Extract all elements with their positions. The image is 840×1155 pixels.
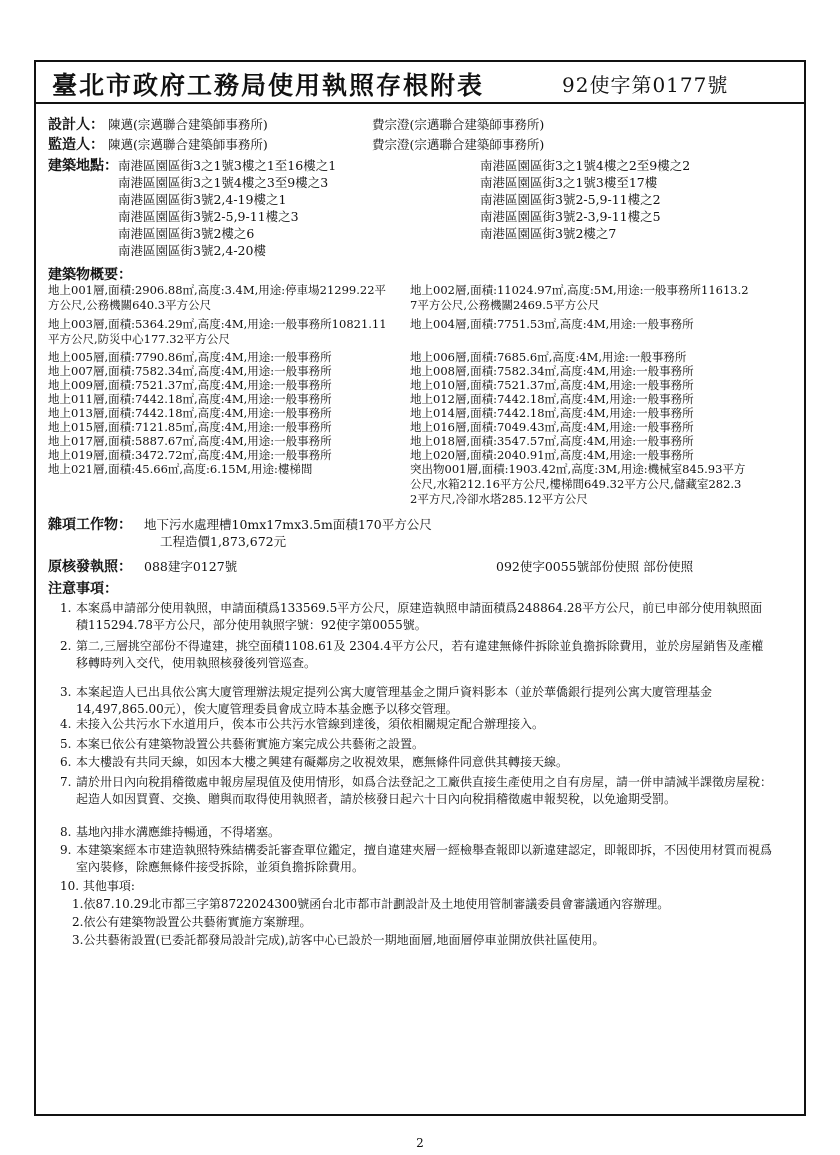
overview-protrusion-line-2: 公尺,水箱212.16平方公尺,樓梯間649.32平方公尺,儲藏室282.3 — [410, 477, 742, 491]
permit-number: 92使字第0177號 — [562, 73, 729, 97]
notes-label: 注意事項： — [48, 581, 118, 597]
original-license-label: 原核發執照： — [48, 559, 132, 575]
note-item-4: 4. 未接入公共污水下水道用戶，俟本市公共污水管線到達後，須依相關規定配合辦理接入。 — [60, 717, 545, 731]
misc-line-1: 地下污水處理槽10mx17mx3.5m面積170平方公尺 — [144, 517, 432, 532]
other-item-1: 1.依87.10.29北市都三字第8722024300號函台北市都市計劃設計及土地使用管制審議委員會審議通內容辦理。 — [72, 897, 670, 911]
site-address-right-4: 南港區園區街3號2-3,9-11樓之5 — [480, 209, 661, 224]
note-item-3: 3. 本案起造人已出具依公寓大廈管理辦法規定提列公寓大廈管理基金之開戶資料影本（並於華僑銀行提列公寓大廈管理基金14,497,865.00元），俟大廈管理委員會成立時本基金應予以移交管理。 — [60, 685, 713, 716]
document-title: 臺北市政府工務局使用執照存根附表 — [52, 71, 485, 100]
overview-floor-left-7: 地上017層,面積:5887.67㎡,高度:4M,用途:一般事務所 — [48, 434, 332, 448]
note-item-2: 2. 第二,三層挑空部份不得違建，挑空面積1108.61及 2304.4平方公尺，若有違建無條件拆除並負擔拆除費用，並於房屋銷售及產權移轉時列入交代，使用執照核發後列管巡查。 — [60, 639, 764, 670]
overview-floor-left-3: 地上009層,面積:7521.37㎡,高度:4M,用途:一般事務所 — [48, 378, 332, 392]
note-item-9: 9. 本建築案經本市建造執照特殊結構委託審查單位鑑定，擅自違建夾層一經檢舉查報即以新違建認定，即報即拆，不因使用材質而視爲室內裝修，除應無條件接受拆除，並須負擔拆除費用。 — [60, 843, 773, 874]
note-item-6: 6. 本大樓設有共同天線，如因本大樓之興建有礙鄰房之收視效果，應無條件同意供其轉接天線。 — [60, 755, 569, 769]
supervisor-label: 監造人： — [48, 137, 104, 153]
overview-floor-right-6: 地上016層,面積:7049.43㎡,高度:4M,用途:一般事務所 — [410, 420, 694, 434]
page-number: 2 — [416, 1136, 424, 1150]
site-address-right-5: 南港區園區街3號2樓之7 — [480, 226, 617, 241]
designer-value-1: 陳邁(宗邁聯合建築師事務所) — [107, 117, 268, 132]
supervisor-value-2: 費宗澄(宗邁聯合建築師事務所) — [372, 137, 545, 152]
designer-value-2: 費宗澄(宗邁聯合建築師事務所) — [372, 117, 545, 132]
overview-floor-right-5: 地上014層,面積:7442.18㎡,高度:4M,用途:一般事務所 — [410, 406, 694, 420]
overview-floor-right-8: 地上020層,面積:2040.91㎡,高度:4M,用途:一般事務所 — [410, 448, 694, 462]
overview-floor-left-2: 地上007層,面積:7582.34㎡,高度:4M,用途:一般事務所 — [48, 364, 332, 378]
misc-label: 雜項工作物： — [48, 517, 132, 533]
overview-protrusion-line-3: 2平方尺,冷卻水塔285.12平方公尺 — [410, 492, 588, 506]
overview-floor-left-6: 地上015層,面積:7121.85㎡,高度:4M,用途:一般事務所 — [48, 420, 332, 434]
note-item-10 — [60, 878, 135, 895]
overview-floor-4-line-1: 地上004層,面積:7751.53㎡,高度:4M,用途:一般事務所 — [410, 317, 694, 331]
overview-floor-2-line-1: 地上002層,面積:11024.97㎡,高度:5M,用途:一般事務所11613.2 — [410, 283, 749, 297]
overview-floor-right-3: 地上010層,面積:7521.37㎡,高度:4M,用途:一般事務所 — [410, 378, 694, 392]
supervisor-value-1: 陳邁(宗邁聯合建築師事務所) — [107, 137, 268, 152]
overview-floor-left-5: 地上013層,面積:7442.18㎡,高度:4M,用途:一般事務所 — [48, 406, 332, 420]
overview-floor-right-7: 地上018層,面積:3547.57㎡,高度:4M,用途:一般事務所 — [410, 434, 694, 448]
site-address-right-2: 南港區園區街3之1號3樓至17樓 — [480, 175, 658, 190]
overview-floor-3-line-1: 地上003層,面積:5364.29㎡,高度:4M,用途:一般事務所10821.11 — [48, 317, 387, 331]
overview-floor-1-line-1: 地上001層,面積:2906.88㎡,高度:3.4M,用途:停車場21299.22平 — [48, 283, 387, 297]
site-address-left-5: 南港區園區街3號2樓之6 — [118, 226, 255, 241]
note-item-8: 8. 基地內排水溝應維持暢通，不得堵塞。 — [60, 825, 281, 839]
misc-line-2: 工程造價1,873,672元 — [160, 534, 287, 549]
note-item-5: 5. 本案已依公有建築物設置公共藝術實施方案完成公共藝術之設置。 — [60, 737, 425, 751]
designer-label: 設計人： — [48, 117, 104, 133]
overview-floor-1-line-2: 方公尺,公務機關640.3平方公尺 — [48, 298, 212, 312]
site-address-left-1: 南港區園區街3之1號3樓之1至16樓之1 — [118, 158, 337, 173]
note-item-1: 1. 本案爲申請部分使用執照，申請面積爲133569.5平方公尺，原建造執照申請面積爲248864.28平方公尺，前已申部分使用執照面積115294.78平方公尺，部分使用執照字號：92使字第0055號。 — [60, 601, 763, 632]
designer-row — [48, 116, 268, 134]
overview-floor-right-4: 地上012層,面積:7442.18㎡,高度:4M,用途:一般事務所 — [410, 392, 694, 406]
other-item-3: 3.公共藝術設置(已委託都發局設計完成),訪客中心已設於一期地面層,地面層停車並開放供社區使用。 — [72, 933, 605, 947]
site-label: 建築地點： — [48, 158, 118, 174]
note-item-10-number: 10. — [60, 879, 80, 893]
overview-floor-2-line-2: 7平方公尺,公務機關2469.5平方公尺 — [410, 298, 600, 312]
site-address-right-1: 南港區園區街3之1號4樓之2至9樓之2 — [480, 158, 691, 173]
overview-floor-left-4: 地上011層,面積:7442.18㎡,高度:4M,用途:一般事務所 — [48, 392, 332, 406]
original-license-value: 088建字0127號 — [144, 559, 238, 574]
overview-floor-3-line-2: 平方公尺,防災中心177.32平方公尺 — [48, 332, 230, 346]
other-item-2: 2.依公有建築物設置公共藝術實施方案辦理。 — [72, 915, 312, 929]
note-item-10-label: 其他事項: — [82, 879, 135, 893]
overview-floor-left-8: 地上019層,面積:3472.72㎡,高度:4M,用途:一般事務所 — [48, 448, 332, 462]
site-address-left-4: 南港區園區街3號2-5,9-11樓之3 — [118, 209, 299, 224]
overview-protrusion-line-1: 突出物001層,面積:1903.42㎡,高度:3M,用途:機械室845.93平方 — [410, 462, 746, 476]
note-item-7: 7. 請於卅日內向稅捐稽徵處申報房屋現值及使用情形，如爲合法登記之工廠供直接生產使用之自有房屋，請一併申請減半課徵房屋稅：起造人如因買賣、交換、贈與而取得使用執照者，請於核發日起六十日內向稅捐稽徵處申報契稅，以免逾期受罰。 — [60, 775, 773, 806]
site-address-left-2: 南港區園區街3之1號4樓之3至9樓之3 — [118, 175, 329, 190]
overview-label: 建築物概要： — [48, 267, 132, 283]
site-address-left-6: 南港區園區街3號2,4-20樓 — [118, 243, 266, 258]
supervisor-row — [48, 136, 268, 154]
original-license-partial: 092使字0055號部份使照 部份使照 — [496, 559, 694, 574]
site-address-right-3: 南港區園區街3號2-5,9-11樓之2 — [480, 192, 661, 207]
overview-floor-left-1: 地上005層,面積:7790.86㎡,高度:4M,用途:一般事務所 — [48, 350, 332, 364]
overview-floor-right-2: 地上008層,面積:7582.34㎡,高度:4M,用途:一般事務所 — [410, 364, 694, 378]
title-bar — [34, 60, 806, 104]
site-address-left-3: 南港區園區街3號2,4-19樓之1 — [118, 192, 287, 207]
overview-floor-left-9: 地上021層,面積:45.66㎡,高度:6.15M,用途:樓梯間 — [48, 462, 313, 476]
overview-floor-right-1: 地上006層,面積:7685.6㎡,高度:4M,用途:一般事務所 — [410, 350, 687, 364]
